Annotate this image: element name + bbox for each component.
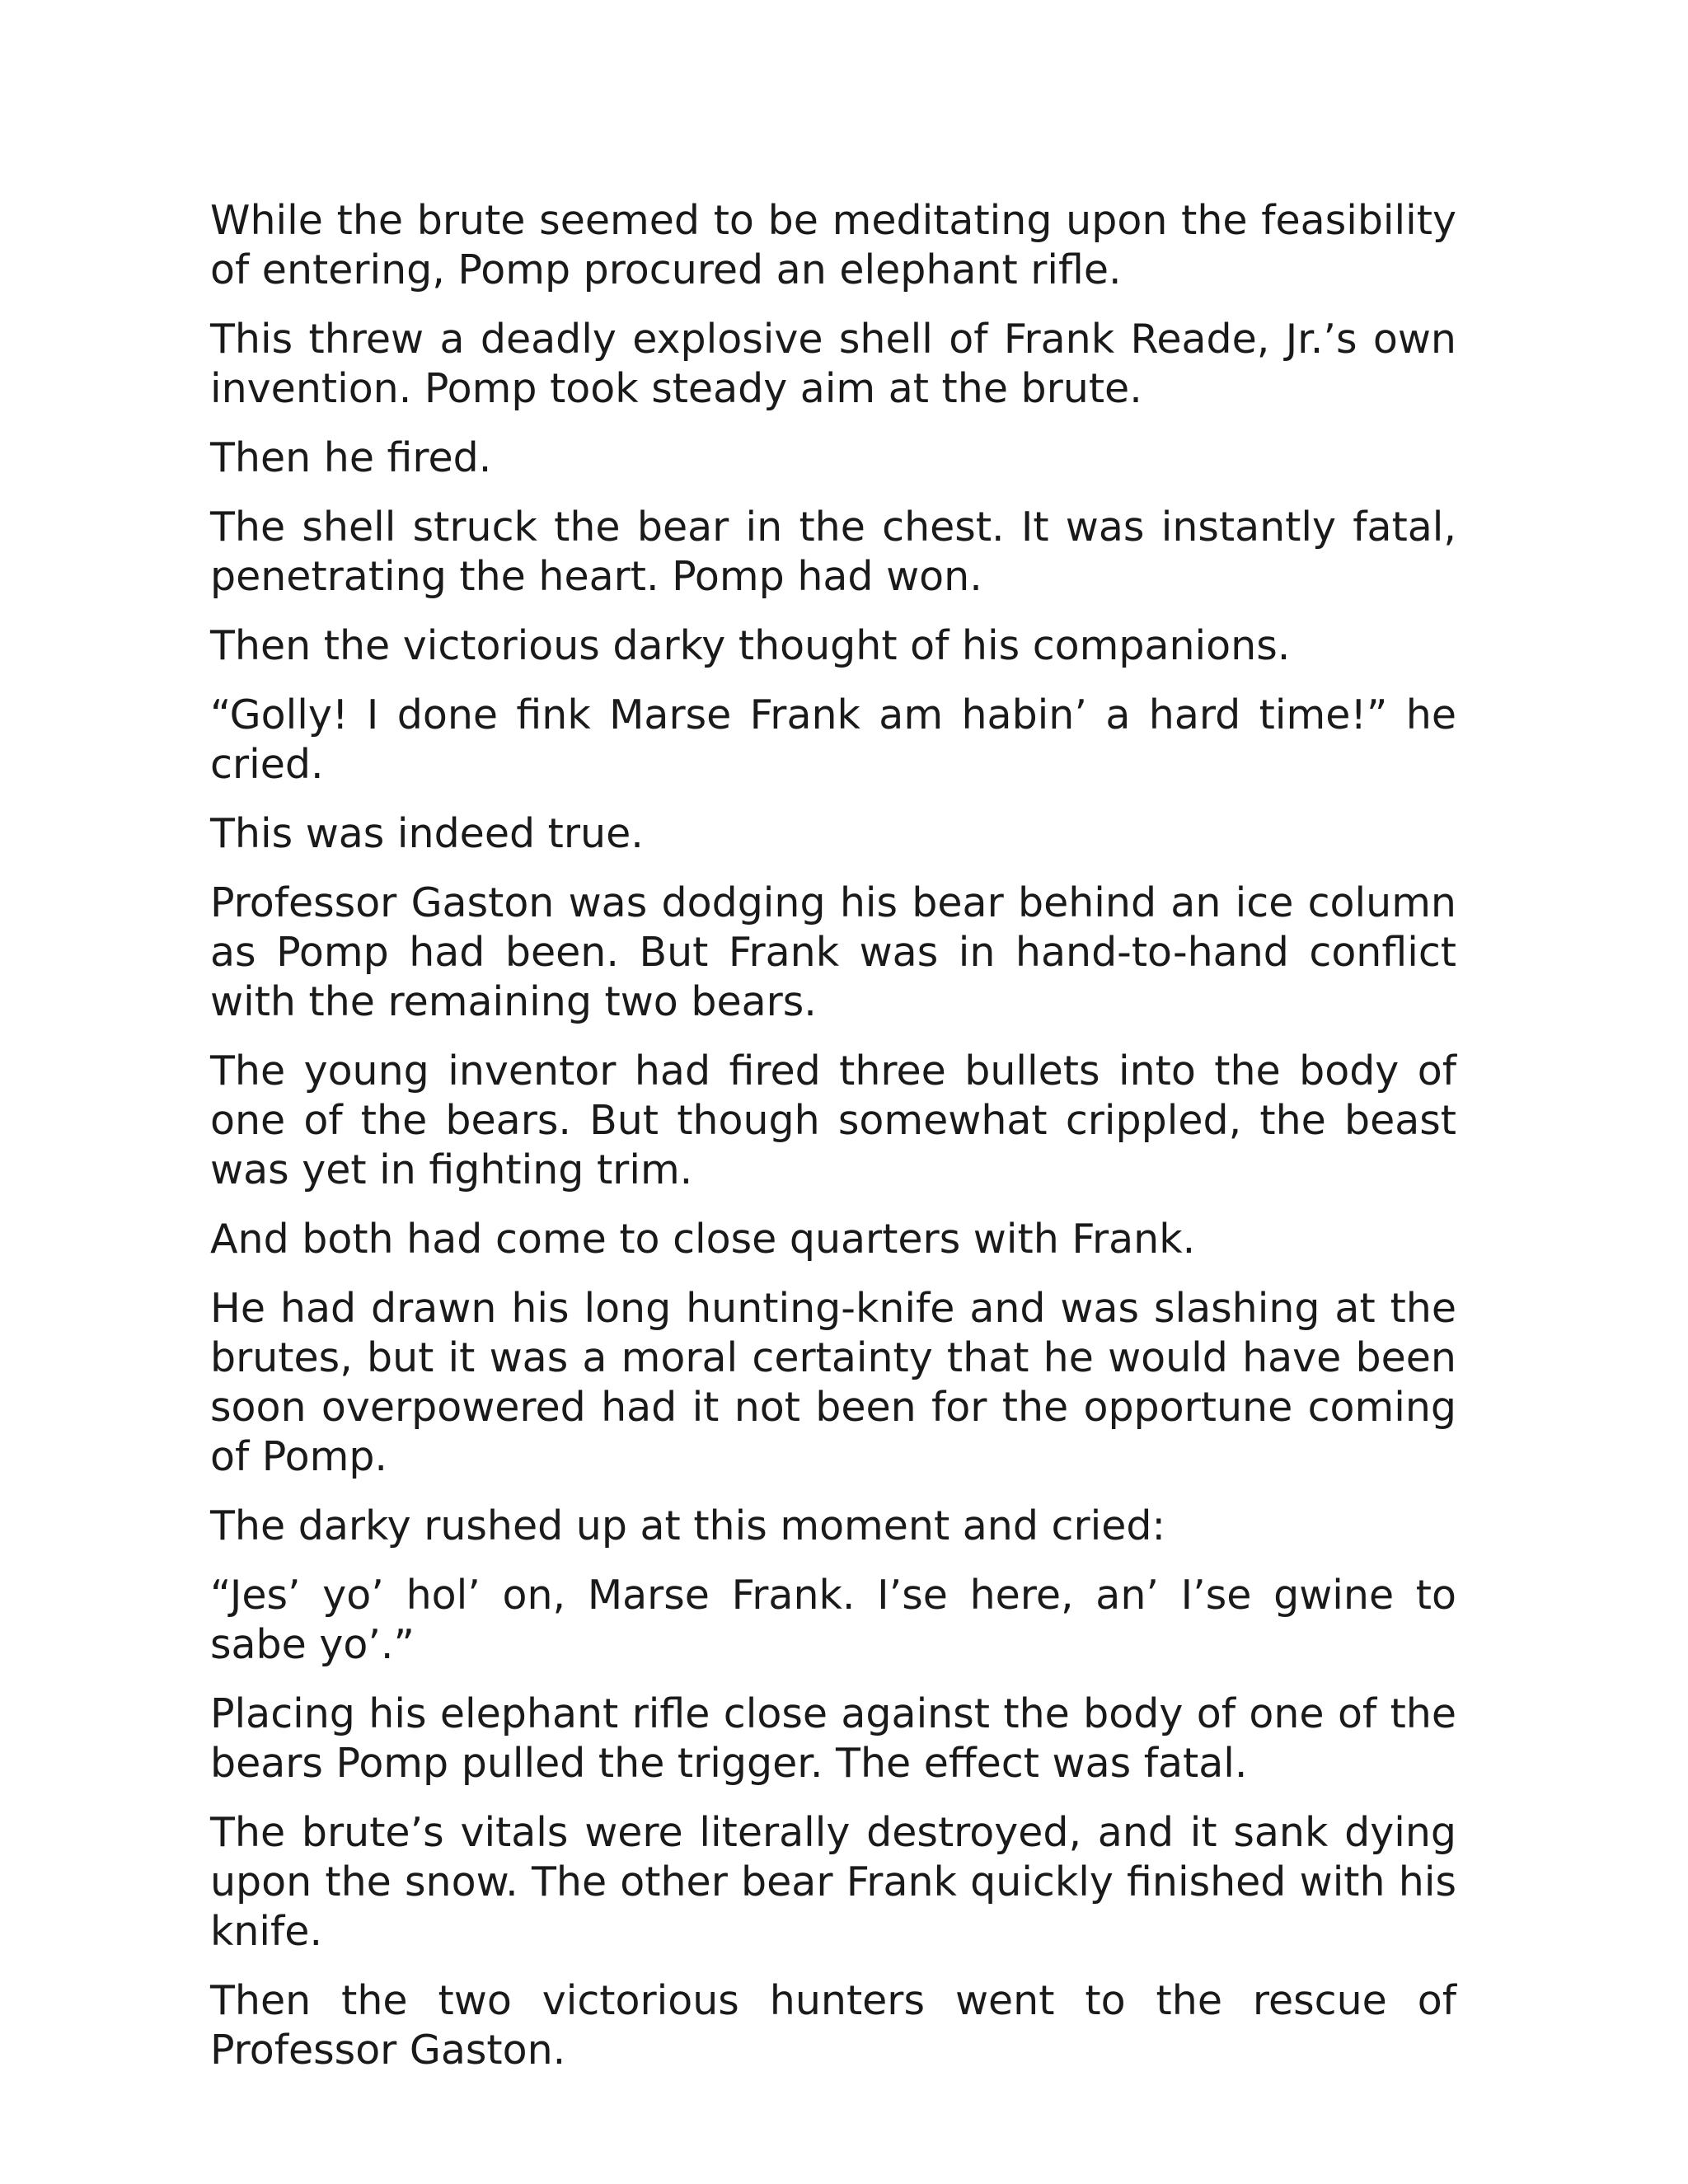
paragraph-5: Then the victorious darky thought of his companions. xyxy=(210,622,1291,669)
paragraph-14: Placing his elephant rifle close against the body of one of the bears Pomp pulled the trigger. The effect was fatal. xyxy=(210,1690,1456,1787)
paragraph-7: This was indeed true. xyxy=(210,810,644,857)
paragraph-1: While the brute seemed to be meditating upon the feasibility of entering, Pomp procured an elephant rifle. xyxy=(210,197,1456,293)
paragraph-12: The darky rushed up at this moment and cried: xyxy=(210,1502,1165,1549)
document-page xyxy=(210,196,1456,2095)
paragraph-11: He had drawn his long hunting-knife and was slashing at the brutes, but it was a moral certainty that he would have been soon overpowered had it not been for the opportune coming of Pomp. xyxy=(210,1285,1456,1480)
paragraph-8: Professor Gaston was dodging his bear behind an ice column as Pomp had been. But Frank was in hand-to-hand conflict with the remaining two bears. xyxy=(210,879,1456,1025)
paragraph-10: And both had come to close quarters with Frank. xyxy=(210,1216,1196,1263)
paragraph-6: “Golly! I done fink Marse Frank am habin’ a hard time!” he cried. xyxy=(210,691,1456,788)
paragraph-9: The young inventor had fired three bullets into the body of one of the bears. But though somewhat crippled, the beast was yet in fighting trim. xyxy=(210,1047,1456,1193)
paragraph-13: “Jes’ yo’ hol’ on, Marse Frank. I’se here, an’ I’se gwine to sabe yo’.” xyxy=(210,1572,1456,1668)
paragraph-15: The brute’s vitals were literally destroyed, and it sank dying upon the snow. The other bear Frank quickly finished with his knife. xyxy=(210,1809,1456,1955)
paragraph-3: Then he fired. xyxy=(210,434,492,481)
paragraph-4: The shell struck the bear in the chest. It was instantly fatal, penetrating the heart. Pomp had won. xyxy=(210,504,1456,600)
paragraph-16: Then the two victorious hunters went to the rescue of Professor Gaston. xyxy=(210,1977,1456,2074)
paragraph-2: This threw a deadly explosive shell of Frank Reade, Jr.’s own invention. Pomp took steady aim at the brute. xyxy=(210,316,1456,412)
